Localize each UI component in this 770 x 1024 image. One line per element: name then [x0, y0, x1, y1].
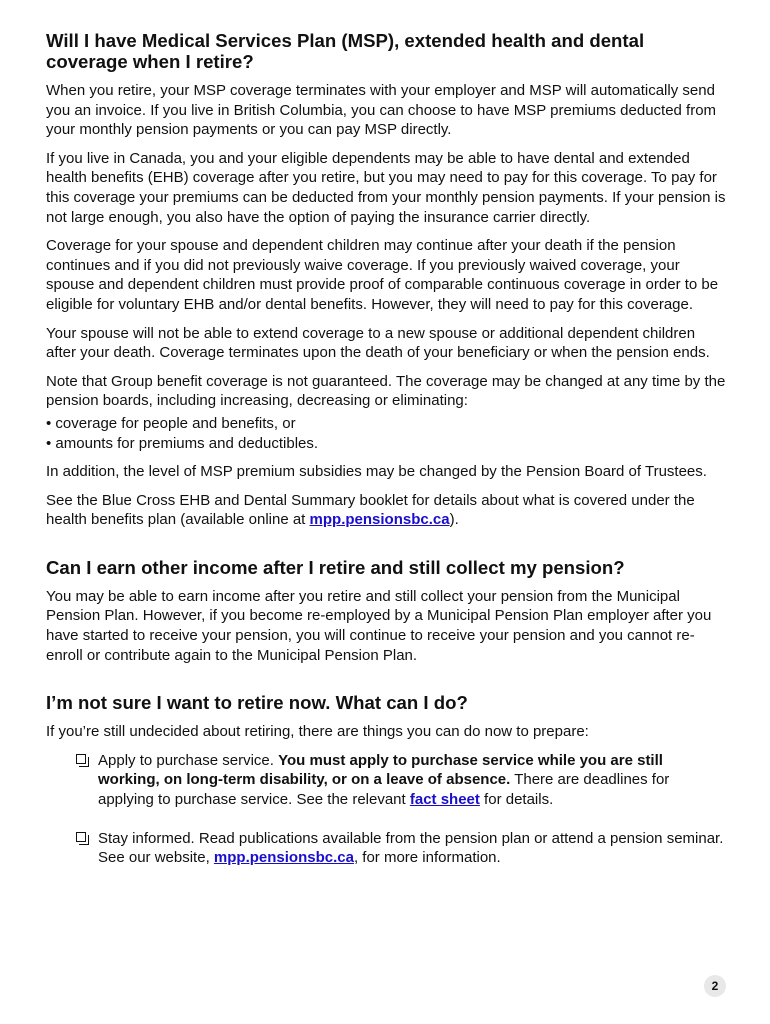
paragraph: Note that Group benefit coverage is not guaranteed. The coverage may be changed at any time by the pension boards, including increasing, decreasing or eliminating:	[46, 372, 726, 410]
paragraph: When you retire, your MSP coverage terminates with your employer and MSP will automatically send you an invoice. If you live in British Columbia, you can choose to have MSP premiums deducted from your monthly pension payments or you can pay MSP directly.	[46, 82, 717, 139]
section-heading: I’m not sure I want to retire now. What can I do?	[46, 692, 468, 714]
text: Apply to purchase service.	[98, 751, 279, 769]
section-heading: Will I have Medical Services Plan (MSP), extended health and dental coverage when I retire?	[46, 30, 645, 72]
text: for details.	[479, 791, 554, 809]
paragraph: Coverage for your spouse and dependent children may continue after your death if the pension continues and if you did not previously waive coverage. If you previously waived coverage, your spouse and dependent children must provide proof of comparable continuous coverage in order to be eligible for voluntary EHB and/or dental benefits. However, they will need to pay for this coverage.	[46, 237, 719, 313]
bullet-list	[46, 414, 726, 453]
list-item: • amounts for premiums and deductibles.	[46, 434, 319, 452]
section-not-sure	[46, 692, 726, 868]
text: Stay informed. Read publications available from the pension plan or attend a pension seminar. See our website,	[98, 829, 724, 867]
list-item: • coverage for people and benefits, or	[46, 414, 296, 432]
checkbox-icon	[76, 754, 86, 764]
emphasis-text: You must apply to purchase service while you are still working, on long-term disability, or on a leave of absence.	[98, 751, 663, 789]
paragraph	[46, 491, 726, 530]
section-msp-coverage	[46, 30, 726, 530]
paragraph: In addition, the level of MSP premium subsidies may be changed by the Pension Board of Trustees.	[46, 463, 707, 481]
checkbox-icon	[76, 832, 86, 842]
section-other-income	[46, 557, 726, 665]
document-page	[46, 30, 726, 887]
paragraph: Your spouse will not be able to extend coverage to a new spouse or additional dependent children after your death. Coverage terminates upon the death of your beneficiary or when the pension ends.	[46, 324, 710, 362]
website-link[interactable]: mpp.pensionsbc.ca	[213, 849, 354, 867]
paragraph: If you live in Canada, you and your eligible dependents may be able to have dental and extended health benefits (EHB) coverage after you retire, but you may need to pay for this coverage. To pay for this coverage your premiums can be deducted from your monthly pension payments. If your pension is not large enough, you also have the option of paying the insurance carrier directly.	[46, 149, 726, 226]
text: See the Blue Cross EHB and Dental Summary booklet for details about what is covered under the health benefits plan (available online at	[46, 491, 695, 529]
website-link[interactable]: mpp.pensionsbc.ca	[309, 511, 450, 529]
paragraph: You may be able to earn income after you retire and still collect your pension from the Municipal Pension Plan. However, if you become re-employed by a Municipal Pension Plan employer after you have started to receive your pension, you will continue to receive your pension and you cannot re-enroll or contribute again to the Municipal Pension Plan.	[46, 587, 712, 664]
section-heading: Can I earn other income after I retire and still collect my pension?	[46, 556, 625, 578]
page-number: 2	[704, 975, 726, 997]
fact-sheet-link[interactable]: fact sheet	[409, 791, 480, 809]
text: , for more information.	[353, 849, 501, 867]
paragraph: If you’re still undecided about retiring, there are things you can do now to prepare:	[46, 723, 589, 741]
text: There are deadlines for applying to purchase service. See the relevant	[98, 771, 670, 809]
checklist-item	[76, 829, 726, 868]
checklist-item	[76, 751, 726, 810]
checklist	[46, 751, 726, 868]
text: ).	[449, 511, 459, 529]
